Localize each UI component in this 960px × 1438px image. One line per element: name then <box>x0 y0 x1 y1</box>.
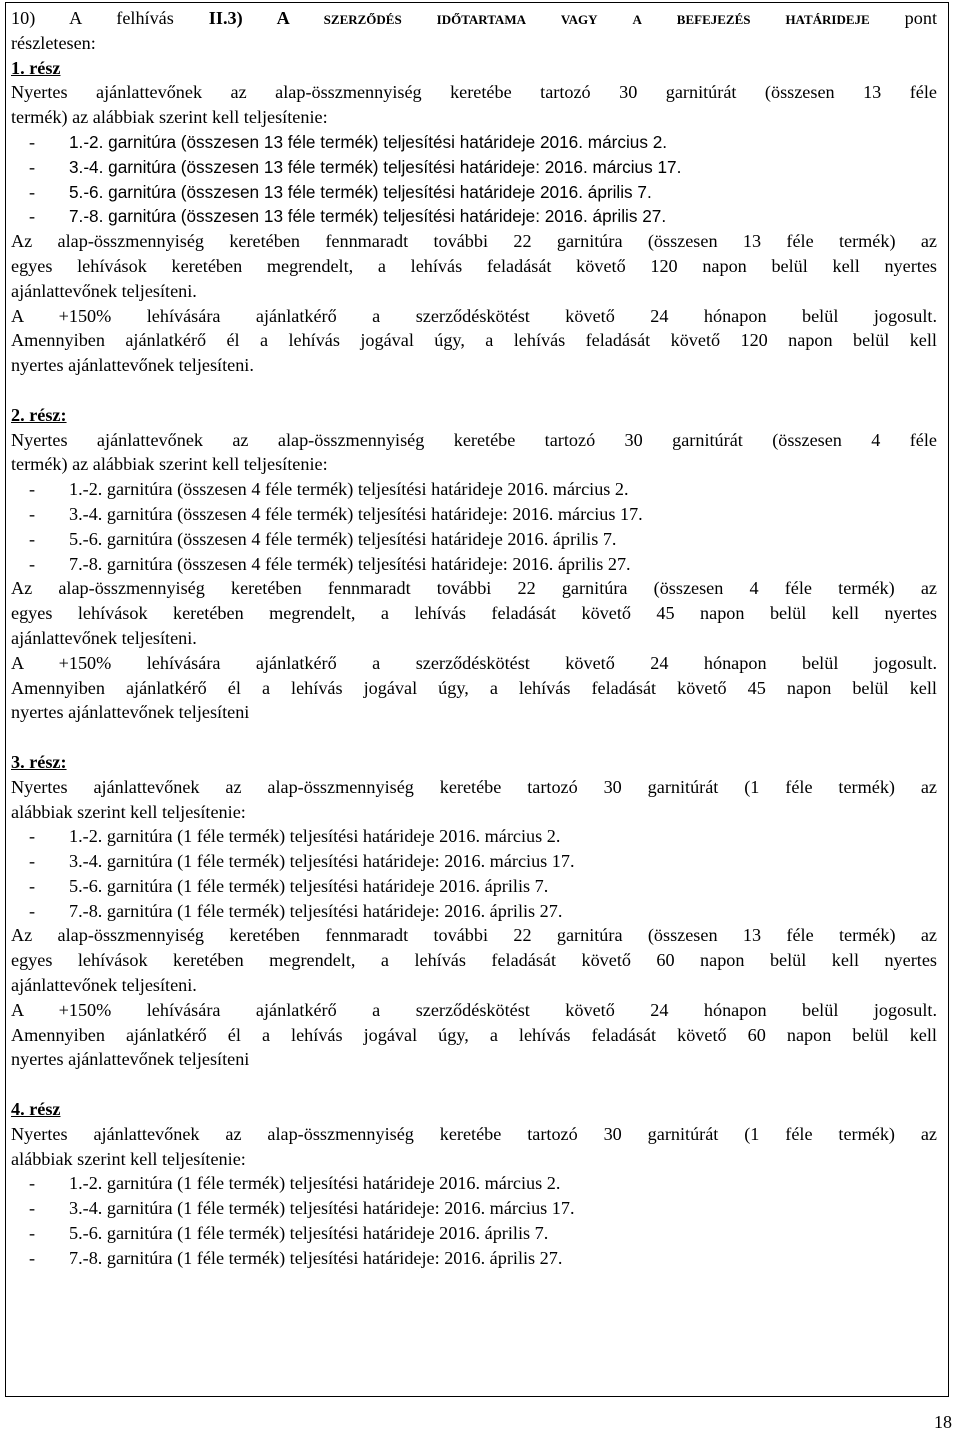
section-heading: 3. rész: <box>11 751 67 772</box>
remainder-line: egyes lehívások keretében megrendelt, a lehívás feladását követő 45 napon belül kell nyertes <box>11 603 937 624</box>
list-dash: - <box>29 503 36 524</box>
header-suffix: pont <box>904 8 937 28</box>
header-continuation: részletesen: <box>11 32 96 53</box>
list-dash: - <box>29 479 36 500</box>
section-heading-line <box>11 750 937 775</box>
deadline-item <box>11 1171 937 1196</box>
document-body <box>11 6 937 1271</box>
remainder-line: egyes lehívások keretében megrendelt, a lehívás feladását követő 120 napon belül kell nyertes <box>11 255 937 276</box>
intro-line: Nyertes ajánlattevőnek az alap-összmennyiség keretébe tartozó 30 garnitúrát (1 féle termék) az <box>11 776 937 797</box>
intro-line: termék) az alábbiak szerint kell teljesítenie: <box>11 107 328 128</box>
deadline-item <box>11 155 937 180</box>
remainder-line: Az alap-összmennyiség keretében fennmaradt további 22 garnitúra (összesen 13 féle termék) az <box>11 231 937 252</box>
deadline-item-text: 5.-6. garnitúra (1 féle termék) teljesítési határideje 2016. április 7. <box>69 1223 549 1244</box>
section-spacer <box>11 1072 937 1097</box>
deadline-item <box>11 1221 937 1246</box>
deadline-item <box>11 204 937 229</box>
option-line: Amennyiben ajánlatkérő él a lehívás jogával úgy, a lehívás feladását követő 60 napon belül kell <box>11 1024 937 1045</box>
list-dash: - <box>29 131 36 152</box>
section-heading-line <box>11 56 937 81</box>
option-line: Amennyiben ajánlatkérő él a lehívás jogával úgy, a lehívás feladását követő 45 napon belül kell <box>11 677 937 698</box>
deadline-item-text: 1.-2. garnitúra (összesen 4 féle termék) teljesítési határideje 2016. március 2. <box>69 479 629 500</box>
deadline-item-text: 7.-8. garnitúra (összesen 4 féle termék) teljesítési határideje: 2016. április 27. <box>69 553 631 574</box>
list-dash: - <box>29 156 36 177</box>
deadline-item <box>11 477 937 502</box>
deadline-item-text: 3.-4. garnitúra (1 féle termék) teljesítési határideje: 2016. március 17. <box>69 1198 575 1219</box>
list-dash: - <box>29 826 36 847</box>
section-heading-line <box>11 403 937 428</box>
deadline-item-text: 3.-4. garnitúra (összesen 13 féle termék) teljesítési határideje: 2016. március 17. <box>69 156 682 177</box>
intro-line: alábbiak szerint kell teljesítenie: <box>11 801 246 822</box>
deadline-item <box>11 180 937 205</box>
section-heading-line <box>11 1097 937 1122</box>
section-part-2 <box>11 378 937 725</box>
remainder-line: ajánlattevőnek teljesíteni. <box>11 975 197 996</box>
section-heading: 1. rész <box>11 57 61 78</box>
section-part-1 <box>11 56 937 378</box>
deadline-item-text: 7.-8. garnitúra (összesen 13 féle termék) teljesítési határideje: 2016. április 27. <box>69 206 667 227</box>
deadline-item-text: 1.-2. garnitúra (1 féle termék) teljesítési határideje 2016. március 2. <box>69 826 561 847</box>
remainder-line: egyes lehívások keretében megrendelt, a lehívás feladását követő 60 napon belül kell nyertes <box>11 950 937 971</box>
header-section-title: II.3) A szerződés időtartama vagy a befejezés határideje <box>208 8 870 28</box>
list-dash: - <box>29 875 36 896</box>
remainder-line: ajánlattevőnek teljesíteni. <box>11 627 197 648</box>
deadline-item-text: 1.-2. garnitúra (1 féle termék) teljesítési határideje 2016. március 2. <box>69 1173 561 1194</box>
deadline-item <box>11 502 937 527</box>
list-dash: - <box>29 206 36 227</box>
option-line: A +150% lehívására ajánlatkérő a szerződéskötést követő 24 hónapon belül jogosult. <box>11 652 937 673</box>
intro-line: Nyertes ajánlattevőnek az alap-összmennyiség keretébe tartozó 30 garnitúrát (összesen 13 féle <box>11 82 937 103</box>
list-dash: - <box>29 1247 36 1268</box>
intro-line: Nyertes ajánlattevőnek az alap-összmennyiség keretébe tartozó 30 garnitúrát (1 féle termék) az <box>11 1123 937 1144</box>
deadline-item-text: 5.-6. garnitúra (összesen 13 féle termék) teljesítési határideje 2016. április 7. <box>69 181 652 202</box>
deadline-item <box>11 874 937 899</box>
intro-line: Nyertes ajánlattevőnek az alap-összmennyiség keretébe tartozó 30 garnitúrát (összesen 4 féle <box>11 429 937 450</box>
option-line: nyertes ajánlattevőnek teljesíteni. <box>11 355 254 376</box>
option-line: nyertes ajánlattevőnek teljesíteni <box>11 702 250 723</box>
section-spacer <box>11 378 937 403</box>
option-line: A +150% lehívására ajánlatkérő a szerződéskötést követő 24 hónapon belül jogosult. <box>11 999 937 1020</box>
list-dash: - <box>29 900 36 921</box>
section-part-3 <box>11 725 937 1072</box>
section-heading: 4. rész <box>11 1099 61 1120</box>
intro-line: alábbiak szerint kell teljesítenie: <box>11 1148 246 1169</box>
section-heading: 2. rész: <box>11 404 67 425</box>
header-ref: 10) A felhívás <box>11 8 174 28</box>
option-line: nyertes ajánlattevőnek teljesíteni <box>11 1049 250 1070</box>
intro-line: termék) az alábbiak szerint kell teljesítenie: <box>11 454 328 475</box>
section-part-4 <box>11 1072 937 1270</box>
list-dash: - <box>29 1173 36 1194</box>
deadline-item-text: 3.-4. garnitúra (1 féle termék) teljesítési határideje: 2016. március 17. <box>69 851 575 872</box>
deadline-item-text: 7.-8. garnitúra (1 féle termék) teljesítési határideje: 2016. április 27. <box>69 1247 563 1268</box>
list-dash: - <box>29 528 36 549</box>
deadline-item-text: 7.-8. garnitúra (1 féle termék) teljesítési határideje: 2016. április 27. <box>69 900 563 921</box>
deadline-item <box>11 552 937 577</box>
remainder-line: Az alap-összmennyiség keretében fennmaradt további 22 garnitúra (összesen 13 féle termék) az <box>11 925 937 946</box>
deadline-item <box>11 130 937 155</box>
option-line: Amennyiben ajánlatkérő él a lehívás jogával úgy, a lehívás feladását követő 120 napon belül kell <box>11 330 937 351</box>
page-number: 18 <box>934 1412 952 1432</box>
remainder-line: ajánlattevőnek teljesíteni. <box>11 280 197 301</box>
deadline-item <box>11 849 937 874</box>
list-dash: - <box>29 1223 36 1244</box>
remainder-line: Az alap-összmennyiség keretében fennmaradt további 22 garnitúra (összesen 4 féle termék) az <box>11 578 937 599</box>
deadline-item-text: 5.-6. garnitúra (összesen 4 féle termék) teljesítési határideje 2016. április 7. <box>69 528 617 549</box>
list-dash: - <box>29 851 36 872</box>
section-spacer <box>11 725 937 750</box>
deadline-item-text: 3.-4. garnitúra (összesen 4 féle termék) teljesítési határideje: 2016. március 17. <box>69 503 643 524</box>
list-dash: - <box>29 181 36 202</box>
deadline-item <box>11 899 937 924</box>
document-header <box>11 6 937 31</box>
deadline-item <box>11 527 937 552</box>
deadline-item <box>11 1196 937 1221</box>
list-dash: - <box>29 553 36 574</box>
deadline-item-text: 1.-2. garnitúra (összesen 13 féle termék) teljesítési határideje 2016. március 2. <box>69 131 668 152</box>
option-line: A +150% lehívására ajánlatkérő a szerződéskötést követő 24 hónapon belül jogosult. <box>11 305 937 326</box>
deadline-item <box>11 824 937 849</box>
deadline-item-text: 5.-6. garnitúra (1 féle termék) teljesítési határideje 2016. április 7. <box>69 875 549 896</box>
deadline-item <box>11 1246 937 1271</box>
sections-container <box>11 56 937 1271</box>
list-dash: - <box>29 1198 36 1219</box>
